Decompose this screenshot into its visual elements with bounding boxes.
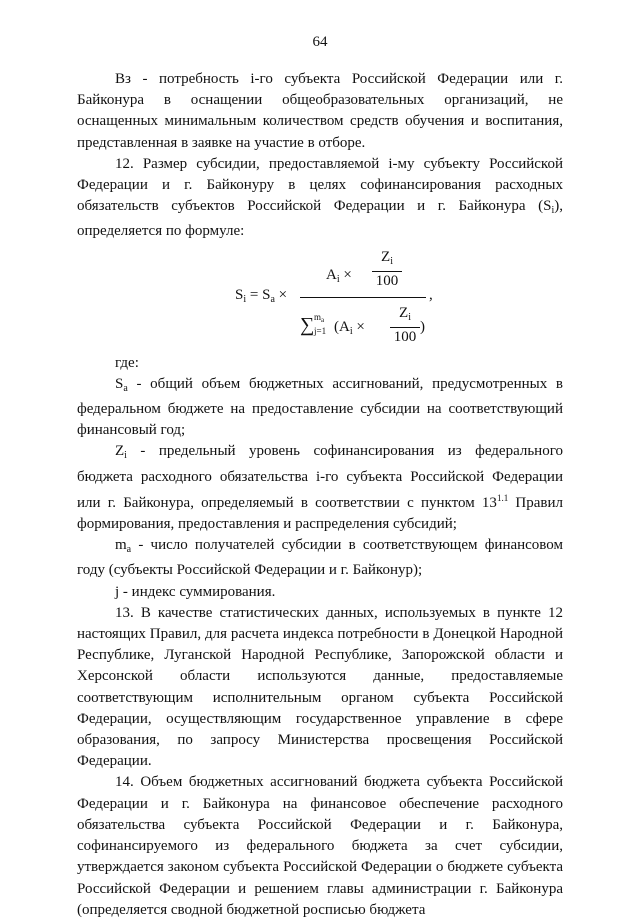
formula-denominator: ∑ $m_a$ j=1 ($A_i$ × $Z_i$ 100 ) xyxy=(300,304,425,345)
document-body xyxy=(77,69,563,921)
fraction-bar xyxy=(300,297,426,298)
subsidy-formula xyxy=(77,249,563,349)
formula-comma: , xyxy=(429,286,433,303)
numerator-z-fraction: $Z_i$ 100 xyxy=(372,249,402,289)
paragraph-12-tail: ), определяется по формуле: xyxy=(77,198,563,240)
page-number: 64 xyxy=(312,34,328,50)
paragraph-12 xyxy=(77,154,563,243)
sum-sign: ∑ xyxy=(300,313,315,336)
definition-j: j - индекс суммирования. xyxy=(115,583,276,600)
paragraph-vz-definition xyxy=(77,69,563,154)
where-label: где: xyxy=(115,354,139,371)
definition-zi: $Z_i$ - предельный уровень софинансирования из федерального бюджета расходного обязательства i-го субъекта Российской Федерации или г. Байконура, определяемый в соответствии с пунктом $13^{1.1}$ Правил формирования, предоставления и распределения субсидий; xyxy=(77,443,563,533)
paragraph-12-text: 12. Размер субсидии, предоставляемой i-му субъекту Российской Федерации и г. Байконуру в целях софинансирования расходных обязательств субъектов Российской Федерации и г. Байконура (S xyxy=(77,155,563,215)
formula-lhs: $S_i = S_a$ × xyxy=(235,286,288,305)
definition-ma: $m_a$ - число получателей субсидии в соответствующем финансовом году (субъекты Российской Федерации и г. Байконур); xyxy=(77,537,563,579)
denominator-z-fraction: $Z_i$ 100 xyxy=(390,305,420,345)
paragraph-14: 14. Объем бюджетных ассигнований бюджета субъекта Российской Федерации и г. Байконура на финансовое обеспечение расходного обязательства субъекта Российской Федерации и г. Байконура, софинансируемого из федерального бюджета за счет субсидии, утверждается законом субъекта Российской Федерации о бюджете субъекта Российской Федерации и решением главы администрации г. Байконура (определяется сводной бюджетной росписью бюджета xyxy=(77,774,563,918)
definition-sa: $S_a$ - общий объем бюджетных ассигнований, предусмотренных в федеральном бюджете на предоставление субсидии на соответствующий финансовый год; xyxy=(77,375,563,439)
paragraph-13: 13. В качестве статистических данных, используемых в пункте 12 настоящих Правил, для расчета индекса потребности в Донецкой Народной Республике, Луганской Народной Республике, Запорожской области и Херсонской области используются данные, предоставляемые соответствующим исполнительным органом субъекта Российской Федерации, осуществляющим государственное управление в сфере образования, по запросу Министерства просвещения Российской Федерации. xyxy=(77,604,563,770)
subscript-i: i xyxy=(551,205,555,217)
vz-symbol: Вз xyxy=(115,71,131,87)
formula-numerator: $A_i$ × $Z_i$ 100 xyxy=(326,255,406,295)
vz-definition-text: - потребность i-го субъекта Российской Федерации или г. Байконура в оснащении общеобразовательных организаций, не оснащенных минимальным количеством средств обучения и воспитания, представленная в заявке на участие в отборе. xyxy=(77,71,563,151)
